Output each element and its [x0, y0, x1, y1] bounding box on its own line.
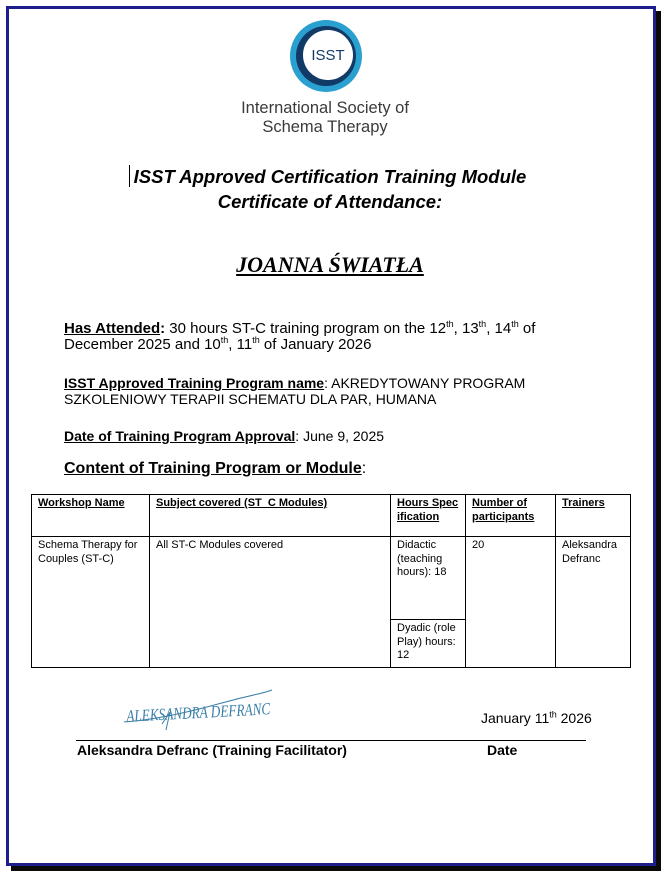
approval-date-paragraph — [64, 428, 604, 444]
header-number-of-participants: Number of participants — [466, 495, 556, 537]
cell-subject: All ST-C Modules covered — [150, 537, 391, 668]
content-heading-label: Content of Training Program or Module — [64, 460, 362, 477]
attended-text-a: 30 hours ST-C training program on the 12 — [165, 320, 447, 337]
cell-trainers: Aleksandra Defranc — [556, 537, 631, 668]
attended-sup-5: th — [252, 335, 260, 345]
attended-text-f: of January 2026 — [259, 336, 372, 353]
content-heading — [64, 460, 366, 478]
signature-scribble: ALEKSANDRA DEFRANC — [125, 697, 312, 726]
program-name-value: : AKREDYTOWANY PROGRAM SZKOLENIOWY TERAPII SCHEMATU DLA PAR, HUMANA — [64, 375, 526, 407]
signature-date-a: January 11 — [481, 710, 550, 726]
title-line-2: Certificate of Attendance: — [217, 191, 443, 212]
attended-sup-3: th — [511, 319, 519, 329]
table-row — [32, 537, 631, 620]
approval-date-value: : June 9, 2025 — [295, 428, 385, 444]
cell-participants: 20 — [466, 537, 556, 668]
signature-line — [76, 740, 586, 741]
attended-text-d: of December 2025 and 10 — [64, 320, 536, 353]
handwritten-signature — [122, 684, 312, 732]
logo-abbr: ISST — [311, 47, 345, 64]
signature-date-sup: th — [549, 709, 557, 720]
isst-logo — [288, 18, 364, 94]
attended-text-b: , 13 — [453, 320, 479, 337]
header-workshop-name: Workshop Name — [32, 495, 150, 537]
cell-workshop: Schema Therapy for Couples (ST-C) — [32, 537, 150, 668]
training-content-table — [31, 494, 631, 668]
cell-hours-didactic: Didactic (teaching hours): 18 — [391, 537, 466, 620]
organization-name — [190, 99, 460, 137]
content-heading-suffix: : — [361, 460, 367, 477]
date-label: Date — [487, 742, 518, 758]
attended-label: Has Attended — [64, 320, 161, 337]
header-subject-covered: Subject covered (ST_C Modules) — [150, 495, 391, 537]
facilitator-label: Aleksandra Defranc (Training Facilitator) — [77, 742, 347, 758]
signature-date-b: 2026 — [556, 710, 592, 726]
cell-hours-dyadic: Dyadic (role Play) hours: 12 — [391, 620, 466, 668]
program-name-label: ISST Approved Training Program name — [64, 375, 325, 391]
title-line-1: ISST Approved Certification Training Module — [133, 166, 527, 187]
header-hours-specification: Hours Specification — [391, 495, 466, 537]
attendee-name: JOANNA ŚWIATŁA — [236, 252, 424, 277]
attended-sup-4: th — [220, 335, 229, 345]
attended-paragraph: Has Attended: 30 hours ST-C training program on the 12th, 13th, 14th of December 2025 and 10th, 11th of January 2026 — [64, 319, 536, 353]
org-line-2: Schema Therapy — [262, 118, 388, 136]
attended-sup-1: th — [446, 319, 454, 329]
approval-date-label: Date of Training Program Approval — [64, 428, 296, 444]
certificate-title — [60, 164, 600, 214]
org-line-1: International Society of — [241, 99, 409, 117]
attended-text-c: , 14 — [486, 320, 512, 337]
program-name-paragraph — [64, 375, 564, 407]
attended-text-e: , 11 — [228, 336, 253, 353]
header-trainers: Trainers — [556, 495, 631, 537]
table-header-row — [32, 495, 631, 537]
signature-date — [481, 710, 592, 726]
attended-sup-2: th — [478, 319, 487, 329]
